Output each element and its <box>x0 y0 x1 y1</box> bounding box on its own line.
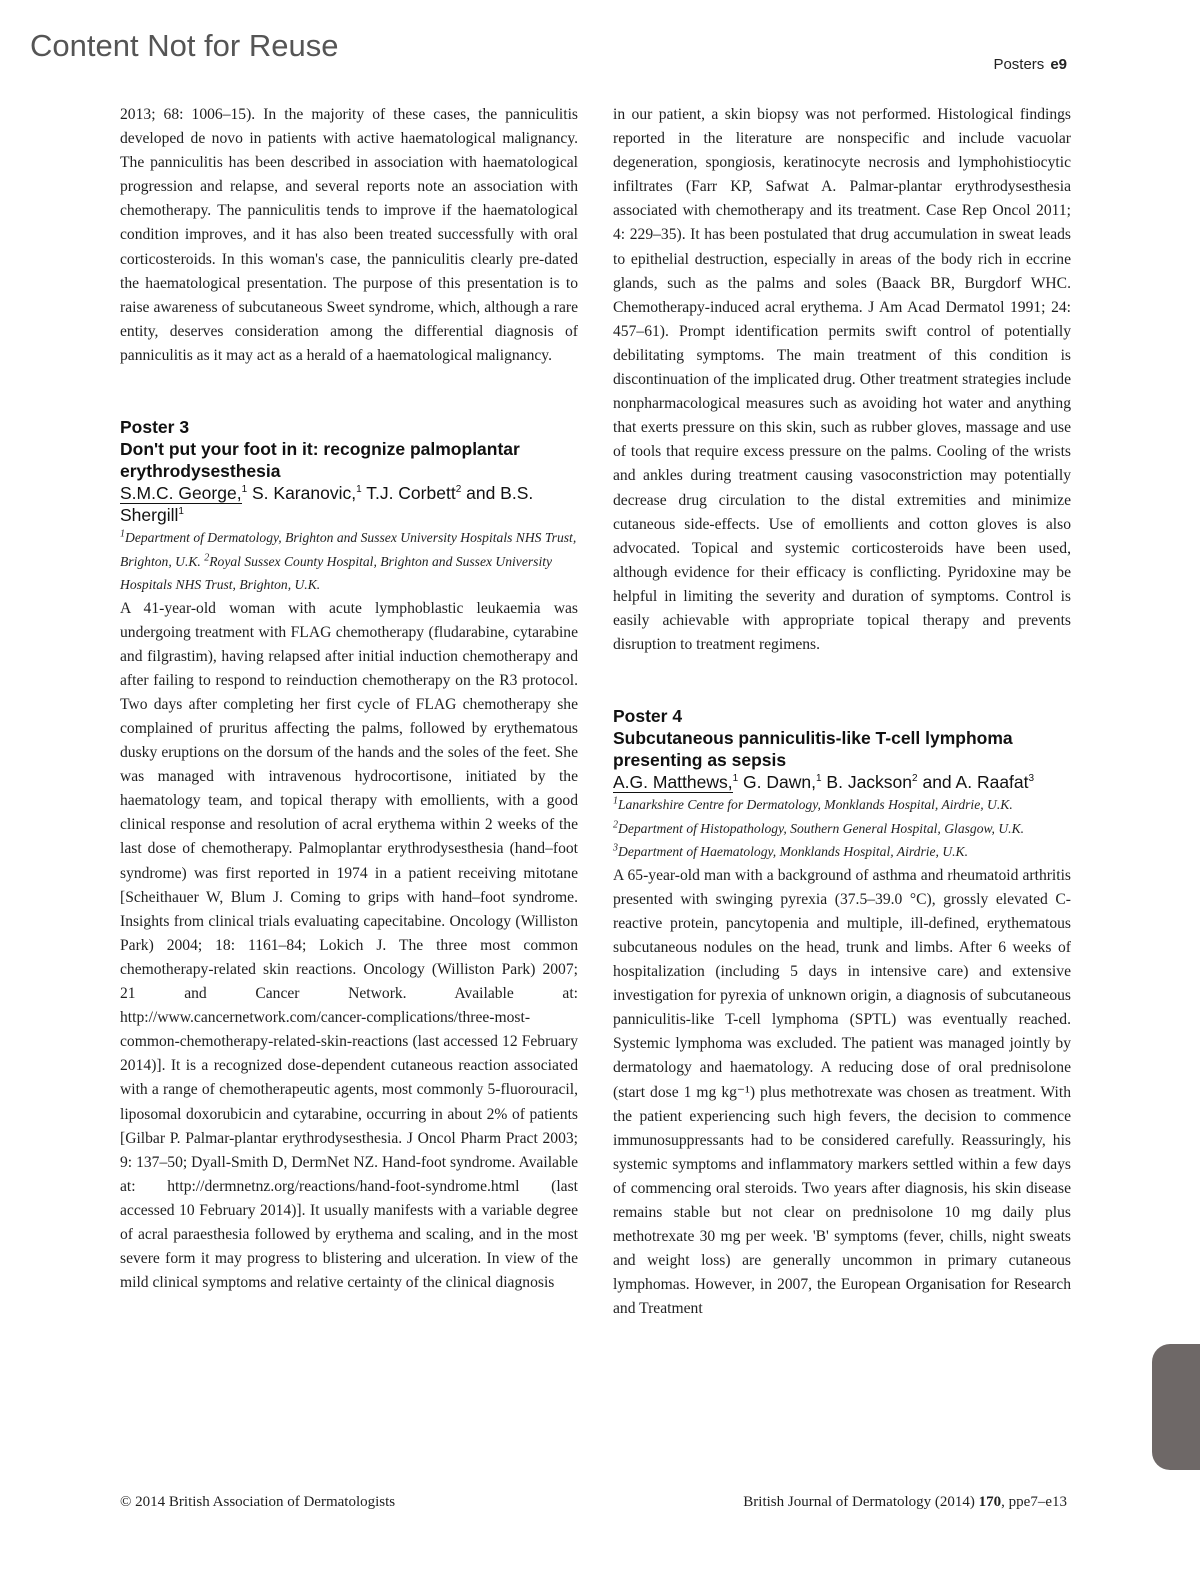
journal-name: British Journal of Dermatology (2014) <box>743 1494 975 1510</box>
affiliation-line <box>613 793 1071 817</box>
affiliation: Department of Histopathology, Southern General Hospital, Glasgow, U.K. <box>618 820 1025 836</box>
running-head <box>993 56 1067 73</box>
poster-title: Don't put your foot in it: recognize palmoplantar erythrodysesthesia <box>120 439 520 482</box>
affiliation: Department of Dermatology, Brighton and Sussex University Hospitals NHS Trust, Brighton, U.K. <box>120 530 577 569</box>
author-list <box>613 771 1071 793</box>
affiliation: Royal Sussex County Hospital, Brighton and Sussex University Hospitals NHS Trust, Brighton, U.K. <box>120 553 553 593</box>
continuation-paragraph: in our patient, a skin biopsy was not performed. Histological findings reported in the literature are nonspecific and include vacuolar degeneration, spongiosis, keratinocyte necrosis and lymphohistiocytic infiltrates (Farr KP, Safwat A. Palmar-plantar erythrodysesthesia associated with chemotherapy and its treatment. Case Rep Oncol 2011; 4: 229–35). It has been postulated that drug accumulation in sweat leads to epithelial destruction, especially in areas of the body rich in eccrine glands, such as the palms and soles (Baack BR, Burgdorf WHC. Chemotherapy-induced acral erythema. J Am Acad Dermatol 1991; 24: 457–61). Prompt identification permits swift control of potentially debilitating symptoms. The main treatment of this condition is discontinuation of the implicated drug. Other treatment strategies include nonpharmacological measures such as avoiding hot water and anything that exerts pressure on this skin, such as rubber gloves, massage and use of tools that require excess pressure on the palms. Cooling of the wrists and ankles during treatment causing vasoconstriction may potentially decrease drug circulation to the distal extremities and minimize cutaneous side-effects. Use of emollients and cotton gloves is also advocated. Topical and systemic corticosteroids have been used, although evidence for their efficacy is conflicting. Pyridoxine may be helpful in limiting the severity and duration of symptoms. Control is easily achievable with appropriate topical therapy and prevents disruption to treatment regimens. <box>613 106 1071 654</box>
affiliation-line <box>613 840 1071 864</box>
footer-citation <box>743 1494 1067 1511</box>
poster-title: Subcutaneous panniculitis-like T-cell lymphoma presenting as sepsis <box>613 728 1013 771</box>
poster-body: A 65-year-old man with a background of asthma and rheumatoid arthritis presented with swinging pyrexia (37.5–39.0 °C), grossly elevated C-reactive protein, pancytopenia and multiple, ill-defined, erythematous subcutaneous nodules on the head, trunk and limbs. After 6 weeks of hospitalization (including 5 days in intensive care) and extensive investigation for pyrexia of unknown origin, a diagnosis of subcutaneous panniculitis-like T-cell lymphoma (SPTL) was eventually reached. Systemic lymphoma was excluded. The patient was managed jointly by dermatology and haematology. A reducing dose of oral prednisolone (start dose 1 mg kg⁻¹) plus methotrexate was chosen as treatment. With the patient experiencing such high fevers, the decision to commence immunosuppressants had to be considered carefully. Reassuringly, his systemic symptoms and inflammatory markers settled within a few days of commencing oral steroids. Two years after diagnosis, his skin disease remains stable but not clear on prednisolone 10 mg daily plus methotrexate 30 mg per week. 'B' symptoms (fever, chills, night sweats and weight loss) are generally uncommon in primary cutaneous lymphomas. However, in 2007, the European Organisation for Research and Treatment <box>613 866 1071 1318</box>
watermark: Content Not for Reuse <box>30 28 339 63</box>
side-tab <box>1152 1344 1200 1470</box>
poster-4 <box>613 705 1071 1321</box>
poster-label: Poster 3 <box>120 417 190 438</box>
left-column <box>120 103 578 1295</box>
affil-marker: 2 <box>455 484 462 496</box>
poster-label: Poster 4 <box>613 706 683 727</box>
right-column <box>613 103 1071 1321</box>
affiliations <box>613 793 1071 864</box>
affil-marker: 1 <box>816 773 822 785</box>
affil-marker: 1 <box>241 484 248 496</box>
affil-marker: 2 <box>912 773 918 785</box>
affil-marker: 1 <box>120 528 125 540</box>
author-list <box>120 482 578 526</box>
presenting-author: A.G. Matthews, <box>613 772 733 793</box>
page-range: , ppe7–e13 <box>1001 1494 1067 1510</box>
affil-marker: 1 <box>613 795 618 807</box>
volume: 170 <box>978 1494 1002 1510</box>
author: and B.S. Shergill <box>120 483 534 526</box>
affiliation-line <box>613 817 1071 841</box>
footer-copyright: © 2014 British Association of Dermatologists <box>120 1494 396 1510</box>
intro-paragraph: 2013; 68: 1006–15). In the majority of these cases, the panniculitis developed de novo in patients with active haematological malignancy. The panniculitis has been described in association with haematological progression and relapse, and several reports note an association with chemotherapy. The panniculitis tends to improve if the haematological condition improves, and it has also been treated successfully with oral corticosteroids. In this woman's case, the panniculitis clearly pre-dated the haematological presentation. The purpose of this presentation is to raise awareness of subcutaneous Sweet syndrome, which, although a rare entity, deserves consideration among the differential diagnosis of panniculitis as it may act as a herald of a haematological malignancy. <box>120 106 578 364</box>
running-head-section: Posters <box>993 56 1045 73</box>
affiliation: Lanarkshire Centre for Dermatology, Monklands Hospital, Airdrie, U.K. <box>618 797 1013 813</box>
affil-marker: 1 <box>178 506 184 518</box>
affil-marker: 2 <box>613 819 618 831</box>
affil-marker: 1 <box>732 773 739 785</box>
affil-marker: 1 <box>356 484 362 496</box>
author: B. Jackson <box>821 772 913 793</box>
affiliation: Department of Haematology, Monklands Hospital, Airdrie, U.K. <box>618 844 969 860</box>
poster-3 <box>120 416 578 1295</box>
page-number: e9 <box>1050 56 1067 73</box>
affil-marker: 3 <box>1028 773 1035 785</box>
affiliations <box>120 526 578 597</box>
author: and A. Raafat <box>917 772 1029 793</box>
affil-marker: 2 <box>204 552 210 563</box>
author: S. Karanovic, <box>247 483 357 504</box>
affil-marker: 3 <box>613 842 618 854</box>
author: T.J. Corbett <box>361 483 456 504</box>
presenting-author: S.M.C. George, <box>120 483 242 504</box>
author: G. Dawn, <box>738 772 816 793</box>
poster-body: A 41-year-old woman with acute lymphoblastic leukaemia was undergoing treatment with FLAG chemotherapy (fludarabine, cytarabine and filgrastim), having relapsed after initial induction chemotherapy and after failing to respond to reinduction chemotherapy on the R3 protocol. Two days after completing her first cycle of FLAG chemotherapy she complained of pruritus affecting the palms, followed by erythematous dusky eruptions on the dorsum of the hands and the soles of the feet. She was managed with intravenous hydrocortisone, initiated by the haematology team, and topical therapy with emollients, with a good clinical response and resolution of acral erythema within 2 weeks of the last dose of chemotherapy. Palmoplantar erythrodysesthesia (hand–foot syndrome) was first reported in 1974 in a patient receiving mitotane [Scheithauer W, Blum J. Coming to grips with hand–foot syndrome. Insights from clinical trials evaluating capecitabine. Oncology (Williston Park) 2004; 18: 1161–84; Lokich J. The three most common chemotherapy-related skin reactions. Oncology (Williston Park) 2007; 21 and Cancer Network. Available at: http://www.cancernetwork.com/cancer-complications/three-most-common-chemotherapy-related-skin-reactions (last accessed 12 February 2014)]. It is a recognized dose-dependent cutaneous reaction associated with a range of chemotherapeutic agents, most commonly 5-fluorouracil, liposomal doxorubicin and cytarabine, occurring in about 2% of patients [Gilbar P. Palmar-plantar erythrodysesthesia. J Oncol Pharm Pract 2003; 9: 137–50; Dyall-Smith D, DermNet NZ. Hand-foot syndrome. Available at: http://dermnetnz.org/reactions/hand-foot-syndrome.html (last accessed 10 February 2014)]. It usually manifests with a variable degree of acral paraesthesia followed by erythema and scaling, and in the most severe form it may progress to blistering and ulceration. In view of the mild clinical symptoms and relative certainty of the clinical diagnosis <box>120 599 578 1292</box>
